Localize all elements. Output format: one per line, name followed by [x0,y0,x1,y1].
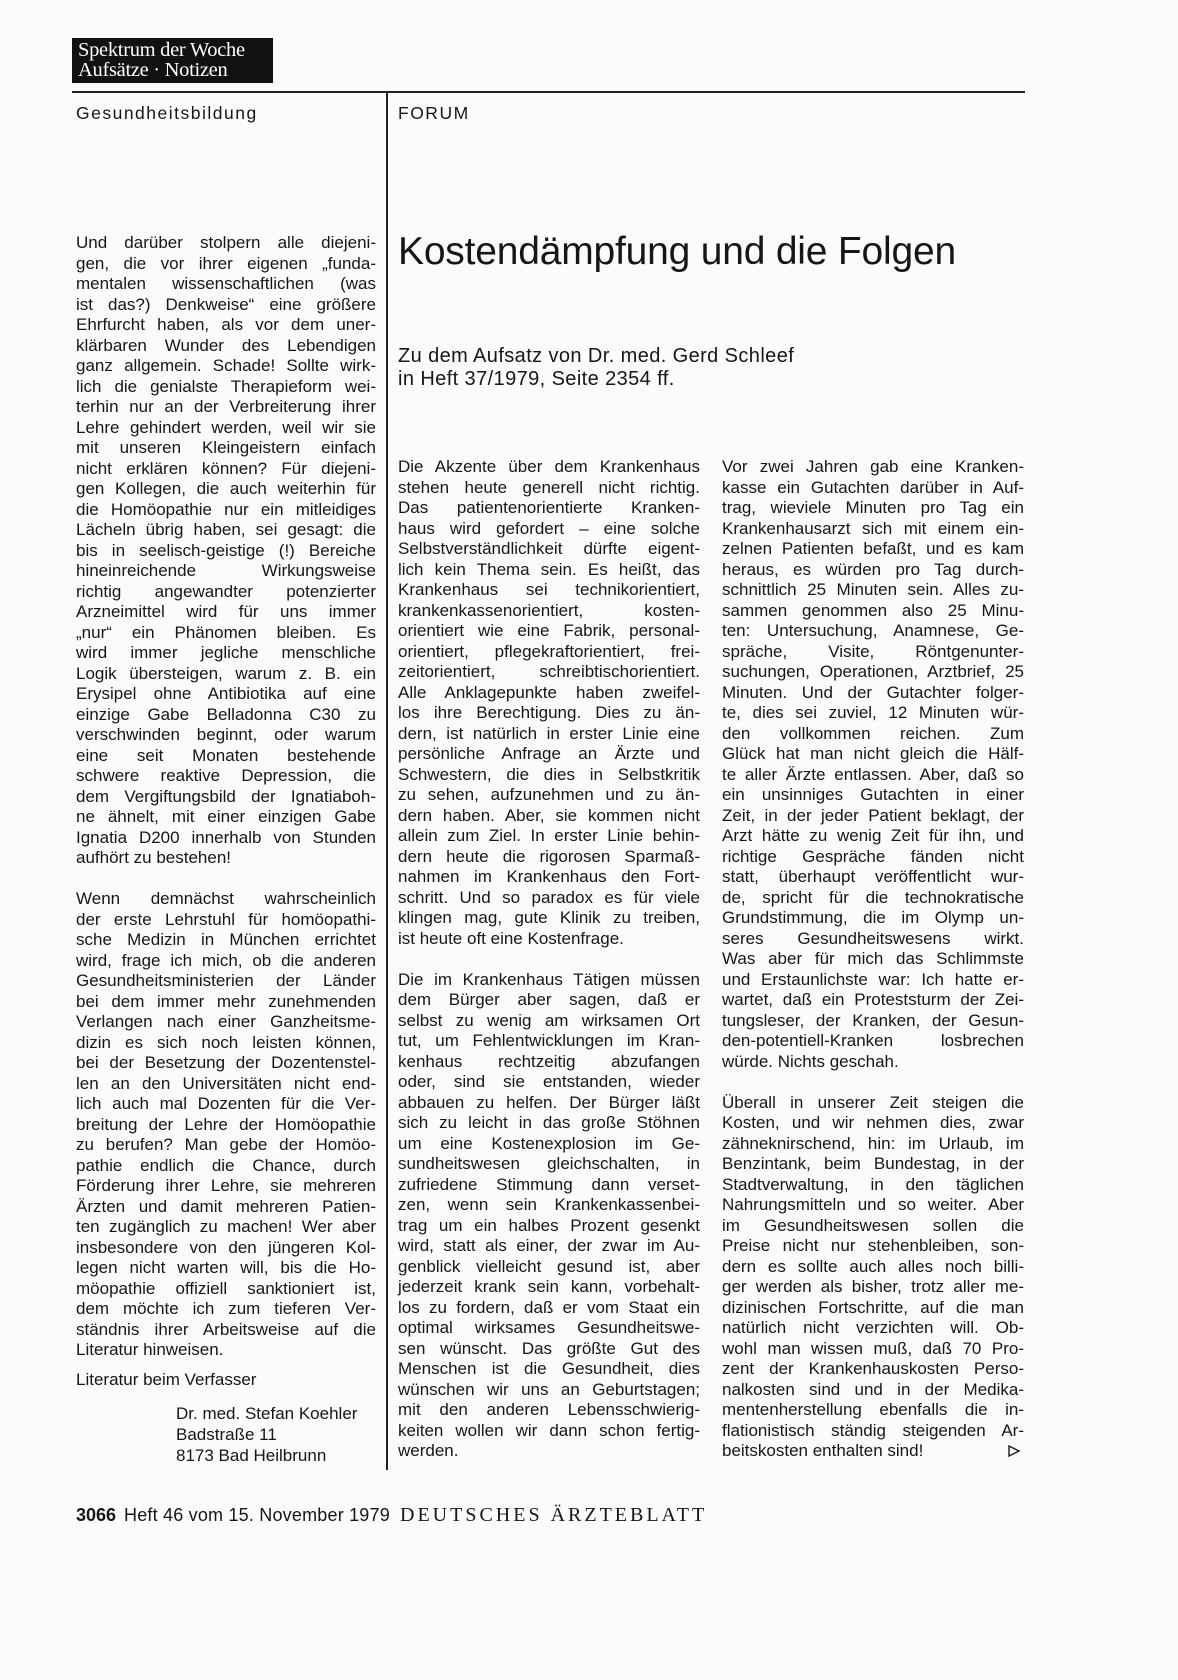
column-divider [386,92,388,1470]
text-line: nahmen im Krankenhaus den Fort- [398,867,700,886]
text-line: Ehrfurcht haben, als vor dem uner- [76,315,376,334]
text-line: mit den anderen Lebensschwierig- [398,1400,700,1419]
text-line: Vor zwei Jahren gab eine Kranken- [722,457,1024,476]
text-line: genblick vielleicht gesund ist, aber [398,1256,700,1276]
text-line: mentenherstellung ebenfalls die in- [722,1400,1024,1419]
text-line: de, spricht für die technokratische [722,887,1024,907]
text-line: wird immer jegliche menschliche [76,643,376,662]
section-masthead [72,38,273,83]
text-line: Förderung ihrer Lehre, sie mehreren [76,1176,376,1195]
author-city: 8173 Bad Heilbrunn [176,1445,327,1465]
article-column-middle [398,457,700,1462]
text-line: ten zugänglich zu machen! Wer aber [76,1217,376,1236]
text-line: einzige Gabe Belladonna C30 zu [76,704,376,724]
text-line: wird, statt als einer, der zwar im Au- [398,1236,700,1255]
paragraph [76,233,376,869]
text-line: richtige Gespräche fänden nicht [722,846,1024,866]
page-number: 3066 [76,1505,117,1525]
text-line: Glück hat man nicht gleich die Hälf- [722,744,1024,763]
text-line: lich die genialste Therapieform wei- [76,376,376,396]
text-line: ganz allgemein. Schade! Sollte wirk- [76,356,376,375]
subtitle-line: Zu dem Aufsatz von Dr. med. Gerd Schleef [398,345,795,367]
text-line: dem Bürger aber sagen, daß er [398,990,700,1009]
text-line: klingen mag, gute Klinik zu treiben, [398,908,700,927]
text-line: Menschen ist die Gesundheit, dies [398,1359,700,1378]
text-line: optimal wirksames Gesundheitswe- [398,1318,700,1337]
text-line: Kosten, und wir nehmen dies, zwar [722,1113,1024,1132]
text-line: zen, wenn sein Krankenkassenbei- [398,1195,700,1214]
text-line: te, dies sei zuviel, 12 Minuten wür- [722,703,1024,722]
text-line: Lehre gehindert werden, weil wir sie [76,417,376,437]
text-line: klärbaren Wunder des Lebendigen [76,335,376,355]
text-line: dern heute die rigorosen Sparmaß- [398,846,700,866]
text-line: abbauen zu helfen. Der Bürger läßt [398,1092,700,1112]
text-line: persönliche Anfrage an Ärzte und [398,744,700,763]
text-line: möopathie offiziell sanktioniert ist, [76,1278,376,1298]
text-line: zufriedene Stimmung dann verset- [398,1174,700,1194]
text-line: bei dem immer mehr zunehmenden [76,991,376,1011]
text-line: dizin es sich noch leisten können, [76,1032,376,1052]
issue-info: Heft 46 vom 15. November 1979 [124,1505,390,1525]
text-line: len an den Universitäten nicht end- [76,1073,376,1093]
text-line: Verlangen nach einer Ganzheitsme- [76,1012,376,1031]
text-line: Zeit, in der jeder Patient beklagt, der [722,805,1024,825]
text-line: seres Gesundheitswesens wirkt. [722,928,1024,948]
text-line: heraus, es würden pro Tag durch- [722,559,1024,579]
text-line: zelnen Patienten befaßt, und es kam [722,539,1024,558]
text-line: stehen heute generell nicht richtig. [398,477,700,497]
text-line: Benzintank, beim Bundestag, in der [722,1154,1024,1173]
text-line: Erysipel ohne Antibiotika auf eine [76,684,376,703]
text-line: ne ähnelt, mit einer einzigen Gabe [76,807,376,826]
text-line: Literatur hinweisen. [76,1340,224,1359]
text-line: Schwestern, die dies in Selbstkritik [398,764,700,784]
journal-name: DEUTSCHES ÄRZTEBLATT [400,1504,708,1526]
text-line: sundheitswesen gleichschalten, in [398,1154,700,1173]
text-line: tungsleser, der Kranken, der Gesun- [722,1010,1024,1030]
text-line: breitung der Lehre der Homöopathie [76,1114,376,1134]
text-line: allein zum Ziel. In erster Linie behin- [398,826,700,845]
text-line: verschwinden beginnt, oder warum [76,725,376,744]
text-line: sen wünscht. Das größte Gut des [398,1338,700,1358]
text-line: Was aber für mich das Schlimmste [722,949,1024,968]
text-line: dem möchte ich zum tieferen Ver- [76,1299,376,1318]
continued-arrow-icon [1007,1444,1021,1458]
text-line: ist das?) Denkweise“ eine größere [76,294,376,314]
text-line: Krankenhausarzt sich mit einem ein- [722,518,1024,538]
text-line: selbst zu wenig am wirksamen Ort [398,1010,700,1030]
text-line: schritt. Und so paradox es für viele [398,887,700,907]
header-rule [72,91,1025,93]
text-line: pathie endlich die Chance, durch [76,1155,376,1175]
text-line: sich zu leicht in das große Stöhnen [398,1113,700,1132]
text-line: haus wird gefordert – eine solche [398,518,700,538]
text-line: Arzt hätte zu wenig Zeit für ihn, und [722,826,1024,845]
text-line: Arzneimittel wird für uns immer [76,602,376,621]
text-line: mentalen wissenschaftlichen (was [76,274,376,293]
article-subtitle [398,345,794,391]
author-name: Dr. med. Stefan Koehler [176,1403,358,1423]
text-line: statt, überhaupt veröffentlicht wur- [722,867,1024,886]
text-line: lich kein Thema sein. Es heißt, das [398,559,700,579]
text-line: um eine Kostenexplosion im Ge- [398,1133,700,1153]
text-line: sammen genommen also 25 Minu- [722,600,1024,620]
text-line: Wenn demnächst wahrscheinlich [76,889,376,908]
text-line: hineinreichende Wirkungsweise [76,561,376,580]
author-street: Badstraße 11 [176,1424,277,1444]
text-line: Das patientenorientierte Kranken- [398,498,700,517]
paragraph [722,1093,1024,1462]
text-line: wartet, daß ein Proteststurm der Zei- [722,990,1024,1009]
text-line: kasse ein Gutachten darüber in Auf- [722,477,1024,497]
text-line: mit unseren Kleingeistern einfach [76,438,376,457]
text-line: wird, frage ich mich, ob die anderen [76,950,376,970]
text-line: bis in seelisch-geistige (!) Bereiche [76,540,376,560]
text-line: Die im Krankenhaus Tätigen müssen [398,969,700,989]
text-line: dem Vergiftungsbild der Ignatiaboh- [76,786,376,806]
masthead-line: Aufsätze · Notizen [78,58,228,81]
text-line: ist heute oft eine Kostenfrage. [398,928,624,948]
text-line: trag, wieviele Minuten pro Tag ein [722,498,1024,517]
paragraph [76,889,376,1361]
text-line: orientiert wie eine Fabrik, personal- [398,621,700,640]
text-line: werden. [398,1441,459,1460]
letter-body [76,233,376,1361]
text-line: zu sehen, aufzunehmen und zu än- [398,785,700,804]
text-line: zu berufen? Man gebe der Homöo- [76,1135,376,1154]
text-line: flationistisch ständig steigenden Ar- [722,1420,1024,1440]
text-line: würde. Nichts geschah. [722,1051,899,1071]
text-line: dern es sollte auch alles noch billi- [722,1256,1024,1276]
text-line: spräche, Visite, Röntgenunter- [722,641,1024,661]
text-line: natürlich nicht verzichten will. Ob- [722,1318,1024,1337]
text-line: Überall in unserer Zeit steigen die [722,1092,1024,1112]
text-line: dern haben. Aber, sie kommen nicht [398,805,700,825]
text-line: legen nicht warten will, bis die Ho- [76,1258,376,1277]
text-line: im Gesundheitswesen sollen die [722,1215,1024,1235]
text-line: schnittlich 25 Minuten sein. Alles zu- [722,580,1024,599]
masthead-line: Spektrum der Woche [78,39,245,61]
text-line: oder, sind sie entstanden, wieder [398,1072,700,1091]
paragraph [398,970,700,1462]
text-line: nicht erklären können? Für diejeni- [76,458,376,478]
text-line: orientiert, pflegekraftorientiert, frei- [398,641,700,661]
text-line: Lächeln übrig haben, sei gesagt: die [76,520,376,539]
article-title: Kostendämpfung und die Folgen [398,230,956,273]
text-line: Gesundheitsministerien der Länder [76,971,376,990]
text-line: insbesondere von den jüngeren Kol- [76,1237,376,1257]
text-line: wohl man wissen muß, daß 70 Pro- [722,1338,1024,1358]
text-line: ein unsinniges Gutachten in einer [722,785,1024,804]
text-line: Minuten. Und der Gutachter folger- [722,682,1024,702]
text-line: terhin nur an der Verbreiterung ihrer [76,397,376,416]
text-line: Krankenhaus sei technikorientiert, [398,580,700,599]
text-line: Stadtverwaltung, in den täglichen [722,1174,1024,1194]
text-line: sche Medizin in München errichtet [76,930,376,949]
text-line: eine seit Monaten bestehende [76,745,376,765]
text-line: schwere reaktive Depression, die [76,766,376,785]
text-line: krankenkassenorientiert, kosten- [398,600,700,620]
section-label-left: Gesundheitsbildung [76,103,258,123]
subtitle-line: in Heft 37/1979, Seite 2354 ff. [398,368,675,390]
text-line: kenhaus rechtzeitig abzufangen [398,1051,700,1071]
text-line: Alle Anklagepunkte haben zweifel- [398,682,700,702]
text-line: Die Akzente über dem Krankenhaus [398,457,700,476]
text-line: zeitorientiert, schreibtischorientiert. [398,662,700,681]
text-line: Und darüber stolpern alle diejeni- [76,233,376,252]
text-line: Grundstimmung, die im Olymp un- [722,908,1024,927]
text-line: zähneknirschend, hin: im Urlaub, im [722,1133,1024,1153]
text-line: suchungen, Operationen, Arztbrief, 25 [722,662,1024,681]
text-line: keiten wollen wir dann schon fertig- [398,1420,700,1440]
text-line: trag um ein halbes Prozent gesenkt [398,1215,700,1235]
literature-note: Literatur beim Verfasser [76,1369,257,1389]
section-label-forum: FORUM [398,103,470,123]
text-line: lich auch mal Dozenten für die Ver- [76,1094,376,1113]
text-line: „nur“ ein Phänomen bleiben. Es [76,622,376,642]
text-line: Logik übersteigen, warum z. B. ein [76,663,376,683]
paragraph [722,457,1024,1072]
article-column-right [722,457,1024,1462]
text-line: Ärzten und damit mehreren Patien- [76,1196,376,1216]
text-line: den-potentiell-Kranken losbrechen [722,1031,1024,1050]
text-line: wünschen wir uns an Geburtstagen; [398,1379,700,1399]
text-line: Nahrungsmitteln und so weiter. Aber [722,1195,1024,1214]
text-line: Preise nicht nur stehenbleiben, son- [722,1236,1024,1255]
text-line: los zu fordern, daß er vom Staat ein [398,1297,700,1317]
text-line: ger werden als bisher, trotz aller me- [722,1277,1024,1296]
text-line: los ihre Berechtigung. Dies zu än- [398,703,700,722]
text-line: gen, die vor ihrer eigenen „funda- [76,253,376,273]
text-line: dern, ist natürlich in erster Linie eine [398,723,700,743]
text-line: zent der Krankenhauskosten Perso- [722,1359,1024,1378]
text-line: ten: Untersuchung, Anamnese, Ge- [722,621,1024,640]
text-line: richtig angewandter potenzierter [76,581,376,601]
text-line: ständnis ihrer Arbeitsweise auf die [76,1319,376,1339]
text-line: beitskosten enthalten sind! [722,1441,924,1460]
text-line: tut, um Fehlentwicklungen im Kran- [398,1031,700,1050]
text-line: gen Kollegen, die auch weiterhin für [76,479,376,498]
text-line: nalkosten sind und in der Medika- [722,1379,1024,1399]
text-line: te aller Ärzte entlassen. Aber, daß so [722,764,1024,784]
text-line: jederzeit krank sein kann, vorbehalt- [398,1277,700,1296]
text-line: Ignatia D200 innerhalb von Stunden [76,827,376,847]
paragraph [398,457,700,949]
text-line: die Homöopathie nur ein mitleidiges [76,499,376,519]
author-address [76,1403,376,1466]
text-line: bei der Besetzung der Dozentenstel- [76,1053,376,1072]
text-line: der erste Lehrstuhl für homöopathi- [76,909,376,929]
text-line: und Erstaunlichste war: Ich hatte er- [722,969,1024,989]
text-line: Selbstverständlichkeit dürfte eigent- [398,539,700,558]
letter-column [76,233,376,1466]
text-line: den vollkommen reichen. Zum [722,723,1024,743]
text-line: dizinischen Fortschritte, auf die man [722,1297,1024,1317]
text-line: aufhört zu bestehen! [76,848,232,867]
